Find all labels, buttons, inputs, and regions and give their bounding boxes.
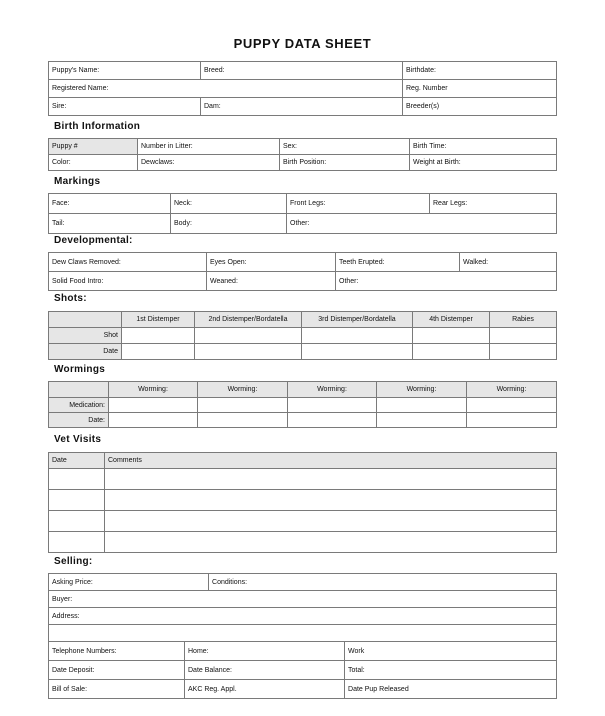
wormings-col-header: Worming: xyxy=(198,382,288,398)
sex-field[interactable]: Sex: xyxy=(280,139,410,155)
vet-date-cell[interactable] xyxy=(49,469,105,490)
birth-weight-field[interactable]: Weight at Birth: xyxy=(410,155,557,171)
address-line-2[interactable] xyxy=(49,625,557,642)
wormings-cell[interactable] xyxy=(467,398,557,413)
telephone-numbers-label: Telephone Numbers: xyxy=(49,642,185,661)
dam-field[interactable]: Dam: xyxy=(201,98,403,116)
developmental-table xyxy=(48,252,557,291)
wormings-row-label: Date: xyxy=(49,413,109,428)
wormings-cell[interactable] xyxy=(109,398,198,413)
vet-col-header: Comments xyxy=(105,453,557,469)
shots-col-header: 2nd Distemper/Bordatella xyxy=(195,312,302,328)
eyes-open-field[interactable]: Eyes Open: xyxy=(207,253,336,272)
front-legs-field[interactable]: Front Legs: xyxy=(287,194,430,214)
shots-cell[interactable] xyxy=(122,344,195,360)
shots-cell[interactable] xyxy=(122,328,195,344)
reg-number-field[interactable]: Reg. Number xyxy=(403,80,557,98)
rear-legs-field[interactable]: Rear Legs: xyxy=(430,194,557,214)
wormings-cell[interactable] xyxy=(377,398,467,413)
shots-table xyxy=(48,311,557,360)
solid-food-field[interactable]: Solid Food Intro: xyxy=(49,272,207,291)
markings-other-field[interactable]: Other: xyxy=(287,214,557,234)
litter-number-field[interactable]: Number in Litter: xyxy=(138,139,280,155)
akc-reg-appl-field[interactable]: AKC Reg. Appl. xyxy=(185,680,345,699)
developmental-heading: Developmental: xyxy=(54,235,133,246)
home-phone-field[interactable]: Home: xyxy=(185,642,345,661)
registered-name-field[interactable]: Registered Name: xyxy=(49,80,403,98)
vet-visits-table xyxy=(48,452,557,553)
birth-info-heading: Birth Information xyxy=(54,121,141,132)
face-field[interactable]: Face: xyxy=(49,194,171,214)
address-field[interactable]: Address: xyxy=(49,608,557,625)
weaned-field[interactable]: Weaned: xyxy=(207,272,336,291)
teeth-erupted-field[interactable]: Teeth Erupted: xyxy=(336,253,460,272)
color-field[interactable]: Color: xyxy=(49,155,138,171)
wormings-col-header: Worming: xyxy=(109,382,198,398)
shots-cell[interactable] xyxy=(302,344,413,360)
selling-heading: Selling: xyxy=(54,556,93,567)
vet-date-cell[interactable] xyxy=(49,490,105,511)
wormings-row-label: Medication: xyxy=(49,398,109,413)
wormings-cell[interactable] xyxy=(109,413,198,428)
identity-table xyxy=(48,61,557,116)
vet-date-cell[interactable] xyxy=(49,511,105,532)
conditions-field[interactable]: Conditions: xyxy=(209,574,557,591)
walked-field[interactable]: Walked: xyxy=(460,253,557,272)
vet-date-cell[interactable] xyxy=(49,532,105,553)
selling-table xyxy=(48,573,557,699)
developmental-other-field[interactable]: Other: xyxy=(336,272,557,291)
shots-corner-cell xyxy=(49,312,122,328)
vet-col-header: Date xyxy=(49,453,105,469)
vet-comments-cell[interactable] xyxy=(105,511,557,532)
vet-comments-cell[interactable] xyxy=(105,490,557,511)
sire-field[interactable]: Sire: xyxy=(49,98,201,116)
neck-field[interactable]: Neck: xyxy=(171,194,287,214)
puppy-name-field[interactable]: Puppy's Name: xyxy=(49,62,201,80)
dew-claws-removed-field[interactable]: Dew Claws Removed: xyxy=(49,253,207,272)
shots-cell[interactable] xyxy=(195,328,302,344)
shots-col-header: 4th Distemper xyxy=(413,312,490,328)
markings-table xyxy=(48,193,557,234)
puppy-number-field[interactable]: Puppy # xyxy=(49,139,138,155)
shots-cell[interactable] xyxy=(490,328,557,344)
shots-row-label: Shot xyxy=(49,328,122,344)
wormings-cell[interactable] xyxy=(288,413,377,428)
wormings-cell[interactable] xyxy=(288,398,377,413)
body-field[interactable]: Body: xyxy=(171,214,287,234)
date-balance-field[interactable]: Date Balance: xyxy=(185,661,345,680)
wormings-corner-cell xyxy=(49,382,109,398)
shots-cell[interactable] xyxy=(302,328,413,344)
wormings-col-header: Worming: xyxy=(377,382,467,398)
tail-field[interactable]: Tail: xyxy=(49,214,171,234)
breed-field[interactable]: Breed: xyxy=(201,62,403,80)
total-field[interactable]: Total: xyxy=(345,661,557,680)
breeders-field[interactable]: Breeder(s) xyxy=(403,98,557,116)
birth-time-field[interactable]: Birth Time: xyxy=(410,139,557,155)
wormings-heading: Wormings xyxy=(54,364,106,375)
bill-of-sale-field[interactable]: Bill of Sale: xyxy=(49,680,185,699)
buyer-field[interactable]: Buyer: xyxy=(49,591,557,608)
shots-col-header: 1st Distemper xyxy=(122,312,195,328)
markings-heading: Markings xyxy=(54,176,101,187)
shots-col-header: 3rd Distemper/Bordatella xyxy=(302,312,413,328)
wormings-cell[interactable] xyxy=(198,413,288,428)
shots-heading: Shots: xyxy=(54,293,87,304)
shots-row-label: Date xyxy=(49,344,122,360)
work-phone-field[interactable]: Work xyxy=(345,642,557,661)
wormings-table xyxy=(48,381,557,428)
wormings-col-header: Worming: xyxy=(288,382,377,398)
shots-cell[interactable] xyxy=(195,344,302,360)
shots-cell[interactable] xyxy=(490,344,557,360)
birthdate-field[interactable]: Birthdate: xyxy=(403,62,557,80)
asking-price-field[interactable]: Asking Price: xyxy=(49,574,209,591)
birth-info-table xyxy=(48,138,557,171)
date-pup-released-field[interactable]: Date Pup Released xyxy=(345,680,557,699)
vet-comments-cell[interactable] xyxy=(105,532,557,553)
wormings-cell[interactable] xyxy=(467,413,557,428)
vet-visits-heading: Vet Visits xyxy=(54,434,102,445)
vet-comments-cell[interactable] xyxy=(105,469,557,490)
page-title: PUPPY DATA SHEET xyxy=(233,36,372,51)
wormings-col-header: Worming: xyxy=(467,382,557,398)
date-deposit-field[interactable]: Date Deposit: xyxy=(49,661,185,680)
dewclaws-field[interactable]: Dewclaws: xyxy=(138,155,280,171)
shots-cell[interactable] xyxy=(413,344,490,360)
wormings-cell[interactable] xyxy=(198,398,288,413)
shots-cell[interactable] xyxy=(413,328,490,344)
wormings-cell[interactable] xyxy=(377,413,467,428)
birth-position-field[interactable]: Birth Position: xyxy=(280,155,410,171)
shots-col-header: Rabies xyxy=(490,312,557,328)
